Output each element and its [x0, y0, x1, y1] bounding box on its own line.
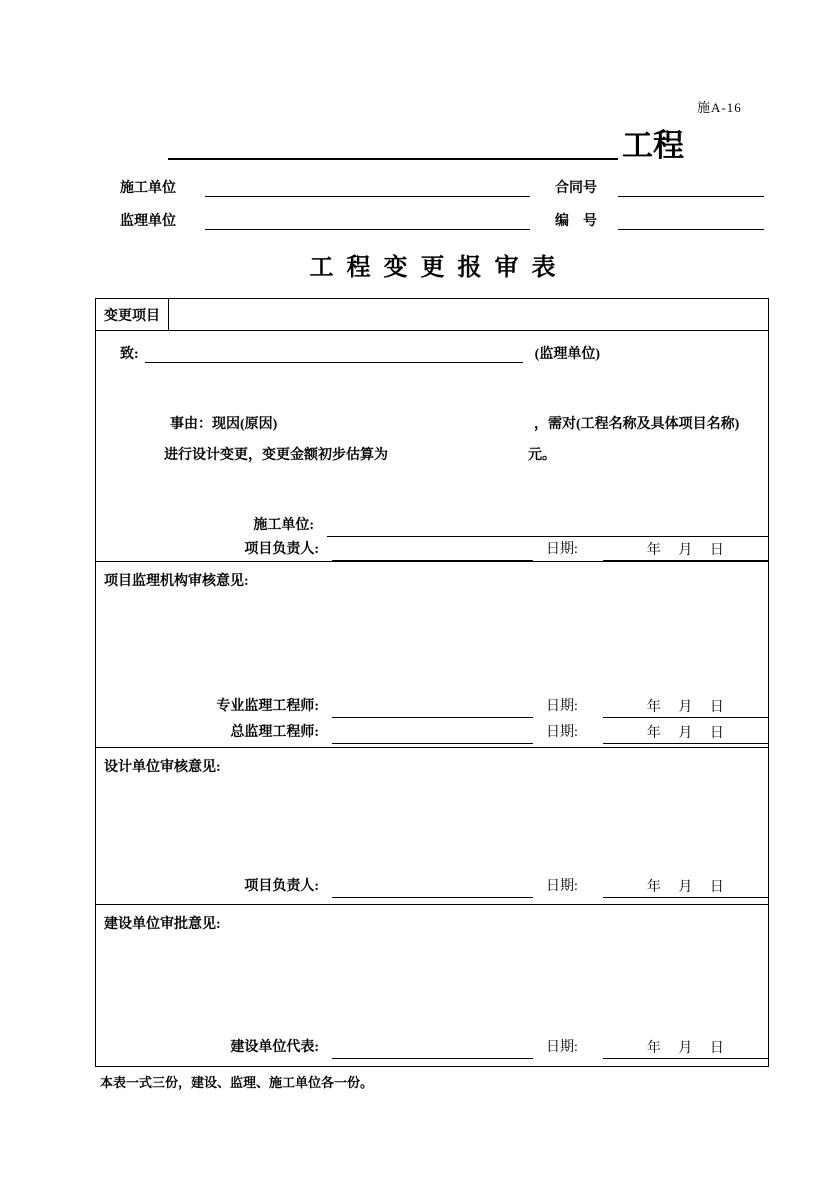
date-label: 日期:: [546, 1040, 578, 1055]
reason-left-text: 事由：现因(原因): [170, 417, 278, 432]
designer-leader-row: [96, 874, 768, 898]
supervisor-comments-area[interactable]: [97, 594, 767, 689]
to-line: [120, 343, 600, 363]
change-item-value-cell[interactable]: [169, 299, 768, 330]
constructor-sign-row: [96, 513, 768, 537]
change-right-text: 元。: [528, 448, 556, 463]
to-suffix: (监理单位): [534, 347, 600, 362]
change-item-label: 变更项目: [96, 299, 169, 330]
serial-no-label: 编 号: [555, 214, 597, 229]
date-blank[interactable]: 年 月 日: [603, 1039, 768, 1059]
owner-comments-area[interactable]: [97, 937, 767, 1008]
request-section: [96, 331, 768, 562]
owner-representative-label: 建设单位代表:: [230, 1040, 319, 1055]
date-label: 日期:: [546, 879, 578, 894]
project-leader-sign-row: [96, 537, 768, 561]
to-blank[interactable]: [145, 345, 523, 363]
constructor-sign-label: 施工单位:: [253, 518, 314, 533]
owner-representative-blank[interactable]: [332, 1039, 533, 1059]
form-title: 工 程 变 更 报 审 表: [309, 255, 556, 281]
supervisor-section: [96, 562, 768, 748]
designer-section: [96, 748, 768, 905]
specialist-engineer-row: [96, 694, 768, 718]
project-leader-blank[interactable]: [332, 541, 533, 561]
supervisor-heading: 项目监理机构审核意见:: [104, 574, 249, 589]
date-label: 日期:: [546, 542, 578, 557]
contract-no-blank[interactable]: [618, 178, 764, 197]
form-code: 施A-16: [697, 100, 742, 115]
chief-engineer-blank[interactable]: [332, 724, 533, 744]
contract-no-label: 合同号: [555, 181, 597, 196]
to-label: 致:: [120, 347, 139, 362]
constructor-unit-label: 施工单位: [120, 181, 176, 196]
specialist-engineer-label: 专业监理工程师:: [216, 699, 319, 714]
change-left-text: 进行设计变更，变更金额初步估算为: [164, 448, 388, 463]
date-blank[interactable]: 年 月 日: [603, 698, 768, 718]
supervision-unit-label: 监理单位: [120, 214, 176, 229]
date-label: 日期:: [546, 725, 578, 740]
copies-note: 本表一式三份，建设、监理、施工单位各一份。: [100, 1075, 374, 1090]
date-blank[interactable]: 年 月 日: [603, 724, 768, 744]
change-item-row: [96, 299, 768, 331]
designer-leader-blank[interactable]: [332, 878, 533, 898]
date-label: 日期:: [546, 699, 578, 714]
specialist-engineer-blank[interactable]: [332, 698, 533, 718]
chief-engineer-row: [96, 720, 768, 744]
owner-section: [96, 905, 768, 1066]
form-table: [95, 298, 769, 1067]
constructor-unit-blank[interactable]: [205, 178, 530, 197]
designer-heading: 设计单位审核意见:: [104, 760, 221, 775]
project-name-blank[interactable]: [168, 132, 618, 160]
reason-right-text: ，需对(工程名称及具体项目名称): [534, 417, 740, 432]
supervision-unit-blank[interactable]: [205, 211, 530, 230]
owner-heading: 建设单位审批意见:: [104, 917, 221, 932]
designer-leader-label: 项目负责人:: [244, 879, 319, 894]
project-suffix-label: 工程: [622, 128, 684, 163]
date-blank[interactable]: 年 月 日: [603, 878, 768, 898]
designer-comments-area[interactable]: [97, 780, 767, 846]
date-blank[interactable]: 年 月 日: [603, 541, 768, 561]
constructor-sign-blank[interactable]: [327, 517, 768, 537]
serial-no-blank[interactable]: [618, 211, 764, 230]
chief-engineer-label: 总监理工程师:: [230, 725, 319, 740]
project-leader-label: 项目负责人:: [244, 542, 319, 557]
owner-representative-row: [96, 1035, 768, 1059]
